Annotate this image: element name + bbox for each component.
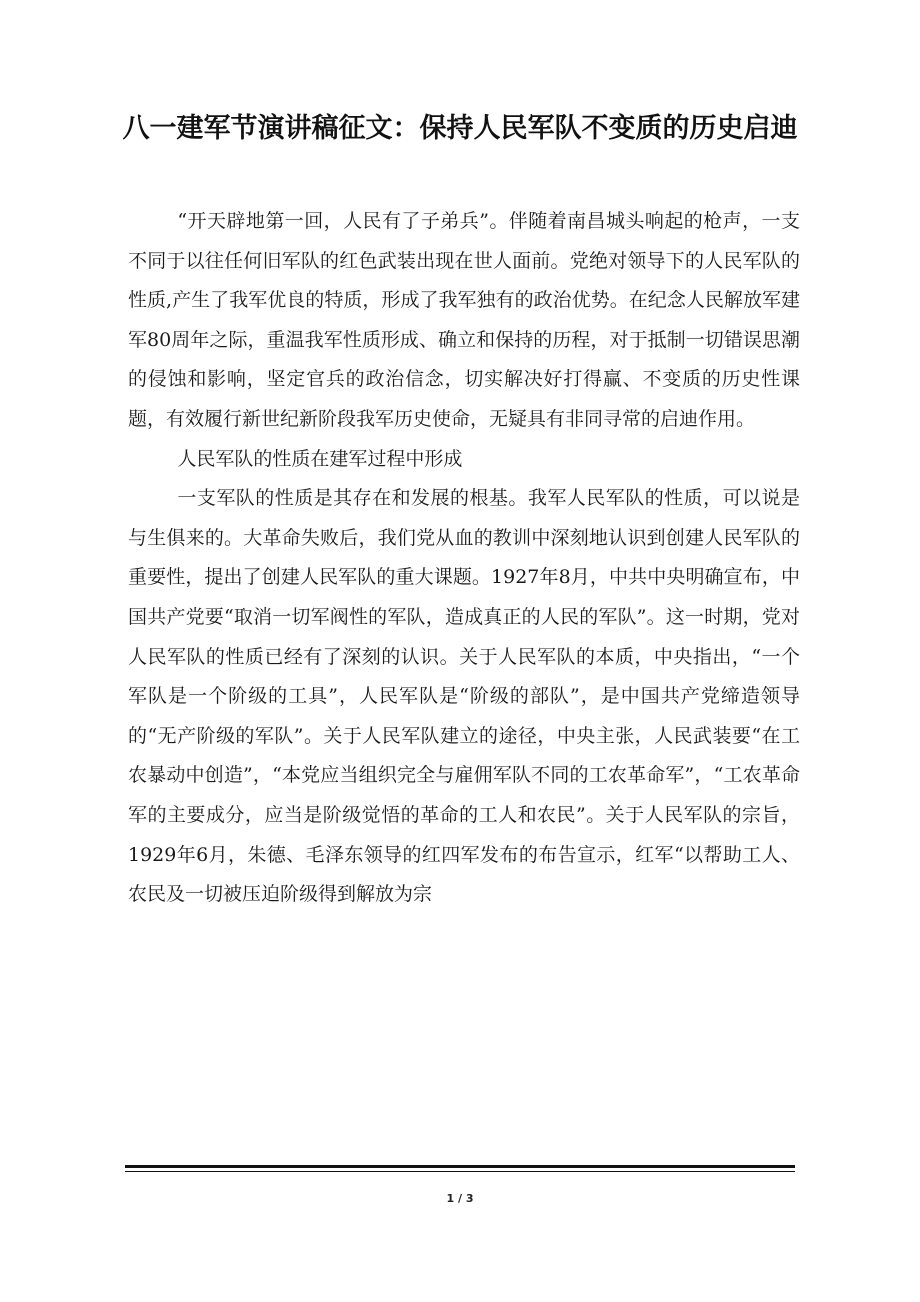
document-title: 八一建军节演讲稿征文：保持人民军队不变质的历史启迪 [122, 113, 798, 144]
section-heading: 人民军队的性质在建军过程中形成 [177, 447, 463, 470]
footer-divider-thin [125, 1171, 795, 1172]
page-number: 1 / 3 [446, 1192, 474, 1205]
footer-divider-thick [125, 1165, 795, 1168]
paragraph-intro: “开天辟地第一回，人民有了子弟兵”。伴随着南昌城头响起的枪声，一支不同于以往任何旧军队的红色武装出现在世人面前。党绝对领导下的人民军队的性质,产生了我军优良的特质，形成了我军独有的政治优势。在纪念人民解放军建军80周年之际，重温我军性质形成、确立和保持的历程，对于抵制一切错误思潮的侵蚀和影响，坚定官兵的政治信念，切实解决好打得赢、不变质的历史性课题，有效履行新世纪新阶段我军历史使命，无疑具有非同寻常的启迪作用。 [128, 210, 800, 430]
paragraph-section-1: 一支军队的性质是其存在和发展的根基。我军人民军队的性质，可以说是与生俱来的。大革命失败后，我们党从血的教训中深刻地认识到创建人民军队的重要性，提出了创建人民军队的重大课题。1927年8月，中共中央明确宣布，中国共产党要“取消一切军阀性的军队，造成真正的人民的军队”。这一时期，党对人民军队的性质已经有了深刻的认识。关于人民军队的本质，中央指出，“一个军队是一个阶级的工具”，人民军队是“阶级的部队”，是中国共产党缔造领导的“无产阶级的军队”。关于人民军队建立的途径，中央主张，人民武装要“在工农暴动中创造”，“本党应当组织完全与雇佣军队不同的工农革命军”，“工农革命军的主要成分，应当是阶级觉悟的革命的工人和农民”。关于人民军队的宗旨，1929年6月，朱德、毛泽东领导的红四军发布的布告宣示，红军“以帮助工人、农民及一切被压迫阶级得到解放为宗 [128, 487, 800, 906]
document-body [128, 202, 800, 915]
